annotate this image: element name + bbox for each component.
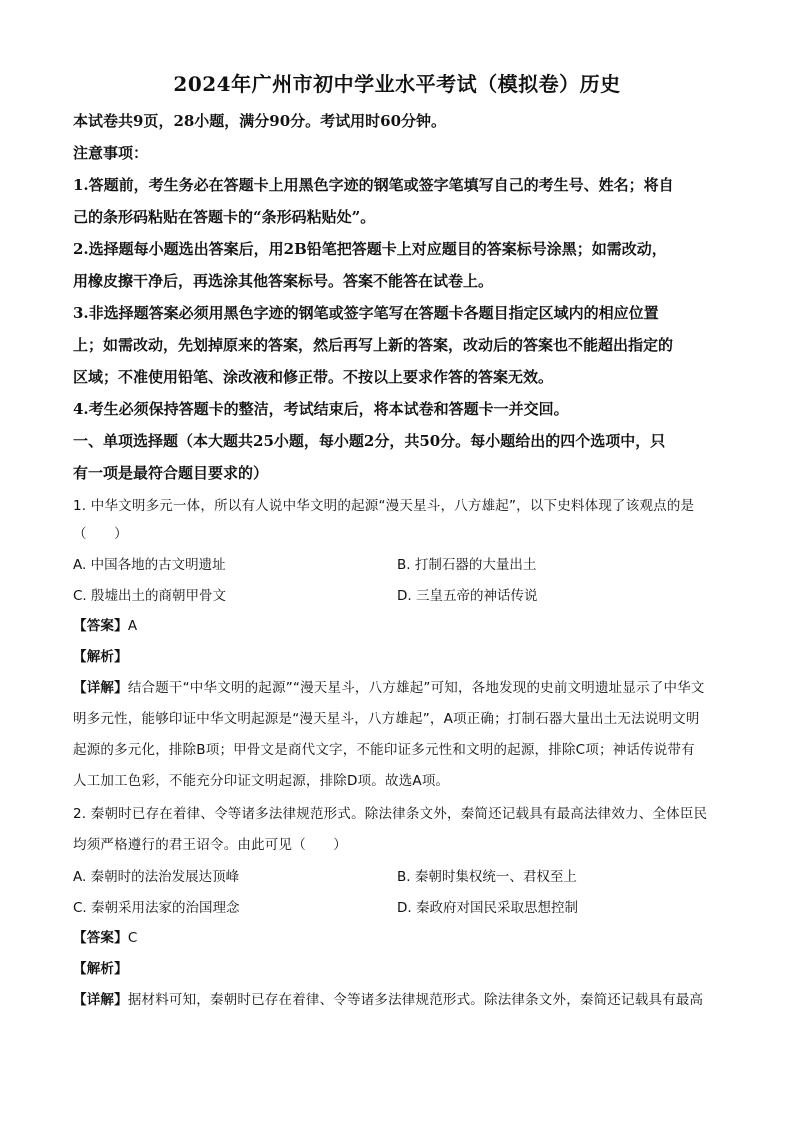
notice-line: 4.考生必须保持答题卡的整洁，考试结束后，将本试卷和答题卡一并交回。 xyxy=(73,400,569,418)
answer-tag: 【答案】 xyxy=(73,930,128,946)
question-1-detail: 起源的多元化，排除B项；甲骨文是商代文字，不能印证多元性和文明的起源，排除C项；神话传说带有 xyxy=(73,742,695,758)
notice-heading: 注意事项： xyxy=(73,144,149,162)
notice-line: 用橡皮擦干净后，再选涂其他答案标号。答案不能答在试卷上。 xyxy=(73,272,494,290)
detail-tag: 【详解】 xyxy=(73,992,128,1008)
exam-intro: 本试卷共9页，28小题，满分90分。考试用时60分钟。 xyxy=(73,112,447,130)
question-2-detail xyxy=(73,988,725,1008)
notice-line: 区域；不准使用铅笔、涂改液和修正带。不按以上要求作答的答案无效。 xyxy=(73,368,554,386)
question-2-stem: 2. 秦朝时已存在着律、令等诸多法律规范形式。除法律条文外，秦简还记载具有最高法律效力、全体臣民 xyxy=(73,806,708,822)
question-1-answer xyxy=(73,614,725,634)
notice-line: 3.非选择题答案必须用黑色字迹的钢笔或签字笔写在答题卡各题目指定区域内的相应位置 xyxy=(73,304,659,322)
question-2-option-d: D. 秦政府对国民采取思想控制 xyxy=(397,900,578,916)
question-1-detail: 明多元性，能够印证中华文明起源是“漫天星斗，八方雄起”，A项正确；打制石器大量出土无法说明文明 xyxy=(73,711,700,727)
detail-text: 结合题干“中华文明的起源”“漫天星斗，八方雄起”可知，各地发现的史前文明遗址显示了中华文 xyxy=(127,680,705,696)
answer-tag: 【答案】 xyxy=(73,618,128,634)
question-1-option-c: C. 殷墟出土的商朝甲骨文 xyxy=(73,588,227,604)
question-1-option-b: B. 打制石器的大量出土 xyxy=(397,557,537,573)
page-title: 2024年广州市初中学业水平考试（模拟卷）历史 xyxy=(173,72,621,96)
question-1-option-d: D. 三皇五帝的神话传说 xyxy=(397,588,538,604)
question-2-option-a: A. 秦朝时的法治发展达顶峰 xyxy=(73,869,240,885)
question-1-analysis-tag xyxy=(73,645,725,665)
question-1-stem: 1. 中华文明多元一体，所以有人说中华文明的起源“漫天星斗，八方雄起”，以下史料体现了该观点的是 xyxy=(73,498,695,514)
question-2-option-b: B. 秦朝时集权统一、君权至上 xyxy=(397,869,577,885)
notice-line: 己的条形码粘贴在答题卡的“条形码粘贴处”。 xyxy=(73,208,376,226)
analysis-tag: 【解析】 xyxy=(73,961,128,977)
section-heading: 有一项是最符合题目要求的） xyxy=(73,464,269,482)
detail-tag: 【详解】 xyxy=(73,680,128,696)
analysis-tag: 【解析】 xyxy=(73,649,128,665)
question-2-answer xyxy=(73,926,725,946)
answer-value: C xyxy=(127,930,138,946)
answer-value: A xyxy=(127,618,138,634)
question-1-detail xyxy=(73,676,725,696)
question-2-analysis-tag xyxy=(73,957,725,977)
section-heading: 一、单项选择题（本大题共25小题，每小题2分，共50分。每小题给出的四个选项中，只 xyxy=(73,432,666,450)
question-1-detail: 人工加工色彩，不能充分印证文明起源，排除D项。故选A项。 xyxy=(73,773,450,789)
notice-line: 2.选择题每小题选出答案后，用2B铅笔把答题卡上对应题目的答案标号涂黑；如需改动， xyxy=(73,240,667,258)
notice-line: 1.答题前，考生务必在答题卡上用黑色字迹的钢笔或签字笔填写自己的考生号、姓名；将自 xyxy=(73,176,674,194)
question-1-option-a: A. 中国各地的古文明遗址 xyxy=(73,557,226,573)
notice-line: 上；如需改动，先划掉原来的答案，然后再写上新的答案，改动后的答案也不能超出指定的 xyxy=(73,336,674,354)
question-2-stem: 均须严格遵行的君王诏令。由此可见（ ） xyxy=(73,837,347,853)
detail-text: 据材料可知，秦朝时已存在着律、令等诸多法律规范形式。除法律条文外，秦简还记载具有最高 xyxy=(127,992,704,1008)
question-1-stem: （ ） xyxy=(73,526,128,542)
question-2-option-c: C. 秦朝采用法家的治国理念 xyxy=(73,900,240,916)
